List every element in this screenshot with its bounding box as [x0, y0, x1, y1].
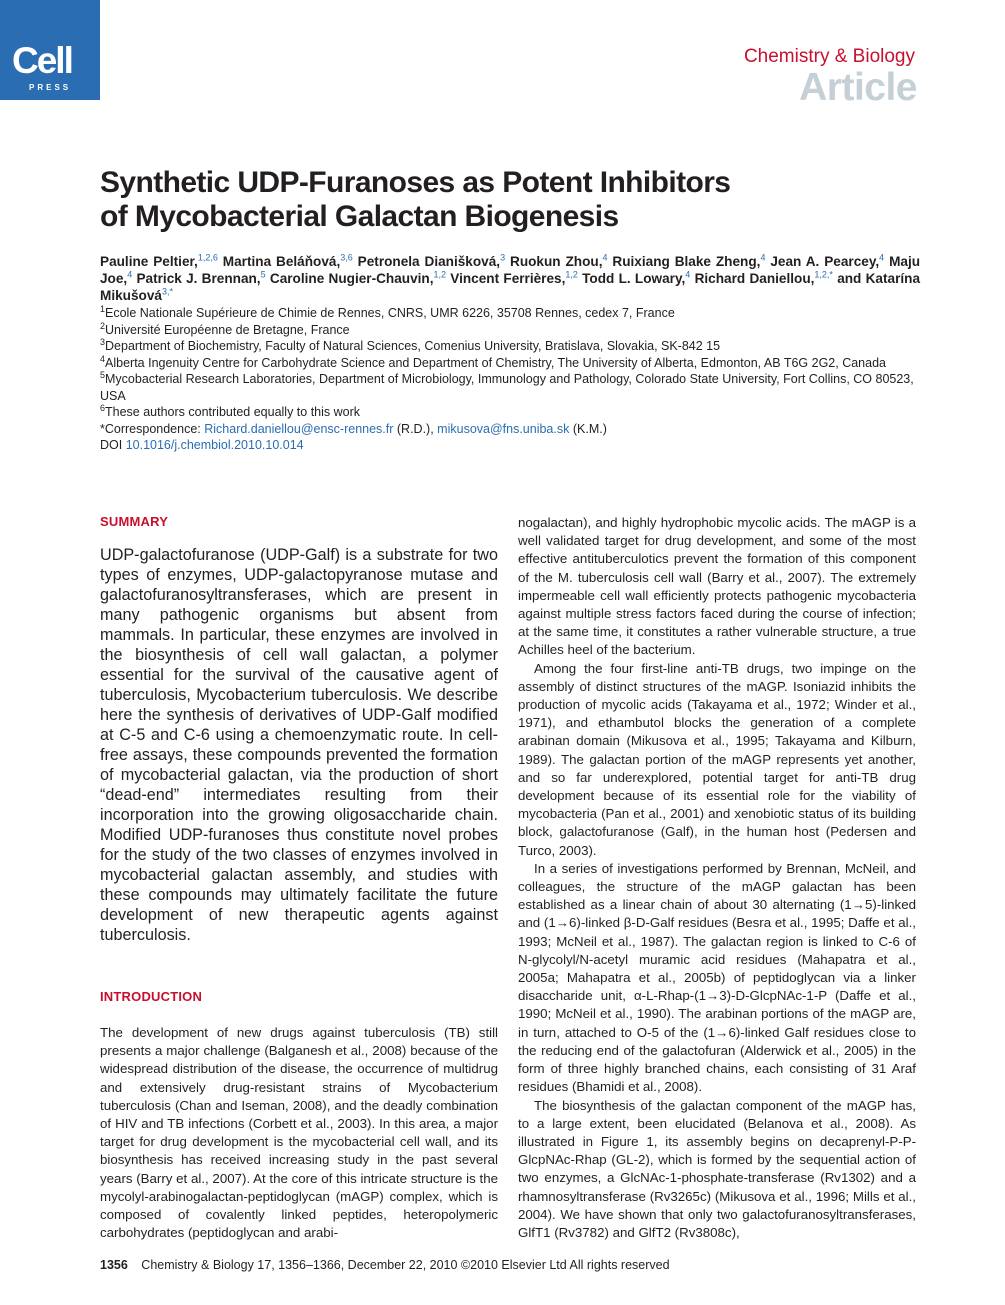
affiliation: $^4$Alberta Ingenuity Centre for Carbohydrate Science and Department of Chemistry, The University of Alberta, Edmonton, AB T6G 2G2, Canada: [100, 353, 886, 370]
affiliation: $^5$Mycobacterial Research Laboratories, Department of Microbiology, Immunology and Pathology, Colorado State University, Fort Collins, CO 80523, USA: [100, 369, 914, 403]
summary-text: UDP-galactofuranose (UDP-Galf) is a substrate for two types of enzymes, UDP-galactopyranose mutase and galactofuranosyltransferases, which are present in many pathogenic organisms but absent from mammals. In particular, these enzymes are involved in the biosynthesis of cell wall galactan, a polymer essential for the survival of the causative agent of tuberculosis, Mycobacterium tuberculosis. We describe here the synthesis of derivatives of UDP-Galf modified at C-5 and C-6 using a chemoenzymatic route. In cell-free assays, these compounds prevented the formation of mycobacterial galactan, via the production of short “dead-end” intermediates resulting from their incorporation into the growing oligosaccharide chain. Modified UDP-furanoses thus constitute novel probes for the study of the two classes of enzymes involved in mycobacterial galactan assembly, and studies with these compounds may ultimately facilitate the future development of new therapeutic agents against tuberculosis.: [100, 546, 498, 944]
author: Petronela Dianišková,$^3$: [357, 252, 506, 269]
paper-title: [100, 166, 880, 234]
author: Caroline Nugier-Chauvin,$^{1,2}$: [269, 269, 447, 286]
logo-sub: PRESS: [29, 83, 72, 92]
author: Pauline Peltier,$^{1,2,6}$: [100, 252, 218, 269]
doi: DOI 10.1016/j.chembiol.2010.10.014: [100, 438, 304, 452]
author: Patrick J. Brennan,$^5$: [136, 269, 266, 286]
correspondence: *Correspondence: Richard.daniellou@ensc-rennes.fr (R.D.), mikusova@fns.uniba.sk (K.M.): [100, 421, 607, 436]
citation: Chemistry & Biology 17, 1356–1366, December 22, 2010 ©2010 Elsevier Ltd All rights reserved: [141, 1258, 670, 1272]
email-link[interactable]: Richard.daniellou@ensc-rennes.fr: [204, 421, 394, 436]
affiliation: $^1$Ecole Nationale Supérieure de Chimie de Rennes, CNRS, UMR 6226, 35708 Rennes, cedex 7, France: [100, 303, 675, 320]
affiliation: $^6$These authors contributed equally to this work: [100, 402, 361, 419]
author: Ruokun Zhou,$^4$: [510, 252, 608, 269]
affiliations: [100, 305, 920, 454]
author: Vincent Ferrières,$^{1,2}$: [450, 269, 578, 286]
article-type: Article: [799, 66, 917, 109]
author: Todd L. Lowary,$^4$: [582, 269, 691, 286]
affiliation: $^3$Department of Biochemistry, Faculty of Natural Sciences, Comenius University, Bratislava, Slovakia, SK-842 15: [100, 336, 721, 353]
left-column: [100, 1024, 498, 1242]
title-line: Synthetic UDP-Furanoses as Potent Inhibitors: [100, 166, 731, 199]
paragraph: In a series of investigations performed by Brennan, McNeil, and colleagues, the structure of the mAGP galactan has been established as a linear chain of about 30 alternating (1→5)-linked and (1→6)-linked β-D-Galf residues (Besra et al., 1995; Daffe et al., 1993; McNeil et al., 1987). The galactan region is linked to C-6 of N-glycolyl/N-acetyl muramic acid residues (Mahapatra et al., 2005a; Mahapatra et al., 2005b) of peptidoglycan via a linker disaccharide unit, α-L-Rhap-(1→3)-D-GlcpNAc-1-P (Daffe et al., 1990; McNeil et al., 1990). The arabinan portions of the mAGP are, in turn, attached to O-5 of the (1→6)-linked Galf residues close to the reducing end of the galactofuran (Alderwick et al., 2005) in the form of three highly branched chains, each consisting of 31 Araf residues (Bhamidi et al., 2008).: [518, 860, 916, 1095]
logo-word: Cell: [12, 40, 72, 81]
introduction-heading: INTRODUCTION: [100, 989, 203, 1004]
paragraph: The development of new drugs against tuberculosis (TB) still presents a major challenge (Balganesh et al., 2008) because of the widespread distribution of the disease, the occurrence of multidrug and extensively drug-resistant strains of Mycobacterium tuberculosis (Chan and Iseman, 2008), and the deadly combination of HIV and TB infections (Corbett et al., 2003). In this area, a major target for drug development is the mycobacterial cell wall, and its biosynthesis has received increasing study in the past several years (Barry et al., 2007). At the core of this intricate structure is the mycolyl-arabinogalactan-peptidoglycan (mAGP) complex, which is composed of covalently linked peptides, heteropolymeric carbohydrates (peptidoglycan and arabi-: [100, 1025, 498, 1241]
right-column: [518, 514, 916, 1242]
author-list: [100, 253, 920, 304]
journal-name: Chemistry & Biology: [743, 46, 915, 67]
paragraph: The biosynthesis of the galactan component of the mAGP has, to a large extent, been elucidated (Belanova et al., 2008). As illustrated in Figure 1, its assembly begins on decaprenyl-P-P-GlcpNAc-Rhap (GL-2), which is formed by the sequential action of two enzymes, a GlcNAc-1-phosphate-transferase (Rv1302) and a rhamnosyltransferase (Rv3265c) (Mikusova et al., 1996; Mills et al., 2004). We have shown that only two galactofuranosyltransferases, GlfT1 (Rv3782) and GlfT2 (Rv3808c),: [518, 1097, 916, 1240]
summary-heading: SUMMARY: [100, 514, 169, 529]
email-link[interactable]: mikusova@fns.uniba.sk: [437, 421, 570, 436]
author: Ruixiang Blake Zheng,$^4$: [612, 252, 766, 269]
paragraph: Among the four first-line anti-TB drugs, two impinge on the assembly of distinct structures of the mAGP. Isoniazid inhibits the production of mycolic acids (Takayama et al., 1972; Winder et al., 1971), and ethambutol blocks the generation of a complete arabinan domain (Mikusova et al., 1995; Takayama and Kilburn, 1989). The galactan portion of the mAGP represents yet another, and so far underexplored, potential target for anti-TB drug development because of its essential role for the viability of mycobacteria (Pan et al., 2001) and xenobiotic status of its building block, galactofuranose (Galf), in the human host (Pedersen and Turco, 2003).: [518, 660, 916, 858]
page-number: 1356: [100, 1258, 128, 1272]
author: and Katarína Mikušová$^{3,*}$: [100, 271, 921, 303]
author: Maju Joe,$^4$: [100, 254, 921, 286]
affiliation: $^2$Université Européenne de Bretagne, France: [100, 320, 350, 337]
doi-link[interactable]: 10.1016/j.chembiol.2010.10.014: [125, 438, 304, 452]
paragraph: nogalactan), and highly hydrophobic mycolic acids. The mAGP is a well validated target for drug development, and some of the most effective antituberculotics prevent the formation of this component of the M. tuberculosis cell wall (Barry et al., 2007). The extremely impermeable cell wall efficiently protects pathogenic mycobacteria against multiple stress factors faced during the course of infection; at the same time, it constitutes a rather vulnerable structure, a true Achilles heel of the bacterium.: [518, 515, 916, 658]
author: Richard Daniellou,$^{1,2,*}$: [694, 269, 833, 286]
author: Jean A. Pearcey,$^4$: [770, 252, 885, 269]
page-footer: [100, 1258, 670, 1272]
title-line: of Mycobacterial Galactan Biogenesis: [100, 200, 619, 233]
cell-press-logo: [0, 0, 100, 100]
author: Martina Beláňová,$^{3,6}$: [222, 252, 353, 269]
